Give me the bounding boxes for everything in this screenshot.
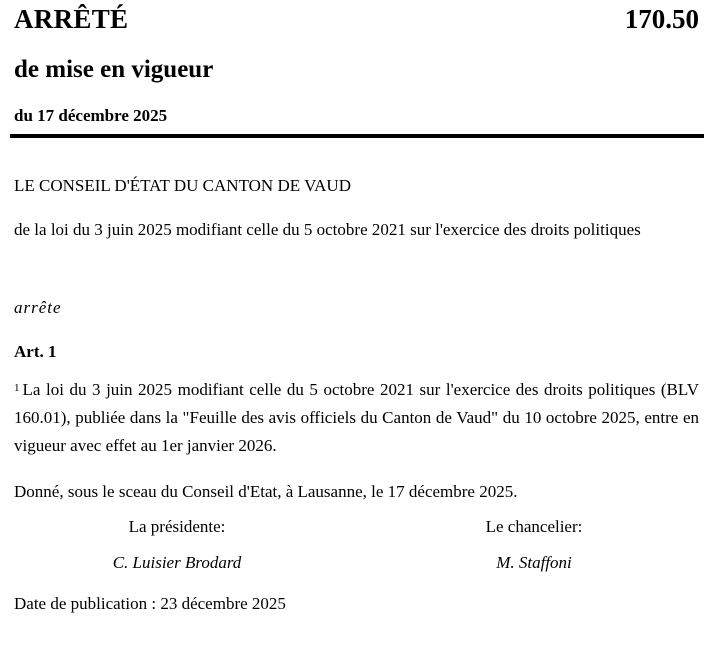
decree-verb: arrête [14,298,62,317]
document-date: du 17 décembre 2025 [14,106,168,125]
document-title: ARRÊTÉ [14,4,129,34]
article-text [14,376,699,460]
document-subtitle: de mise en vigueur [14,56,214,83]
document-number: 170.50 [624,4,699,34]
given-statement: Donné, sous le sceau du Conseil d'Etat, à Lausanne, le 17 décembre 2025. [14,482,518,501]
president-role: La présidente: [128,517,226,536]
publication-date: Date de publication : 23 décembre 2025 [14,594,286,613]
preamble: de la loi du 3 juin 2025 modifiant celle du 5 octobre 2021 sur l'exercice des droits politiques [14,220,641,239]
chancellor-name: M. Staffoni [496,553,572,572]
paragraph-number: 1 [14,382,20,394]
chancellor-role: Le chancelier: [485,517,583,536]
article-heading: Art. 1 [14,342,57,361]
article-paragraph: La loi du 3 juin 2025 modifiant celle du 5 octobre 2021 sur l'exercice des droits politiques (BLV 160.01), publiée dans la "Feuille des avis officiels du Canton de Vaud" du 10 octobre 2025, entre en vigueur avec effet au 1er janvier 2026. [14,380,699,455]
president-name: C. Luisier Brodard [112,553,242,572]
issuing-authority: LE CONSEIL D'ÉTAT DU CANTON DE VAUD [14,176,351,195]
header-divider [10,134,704,138]
